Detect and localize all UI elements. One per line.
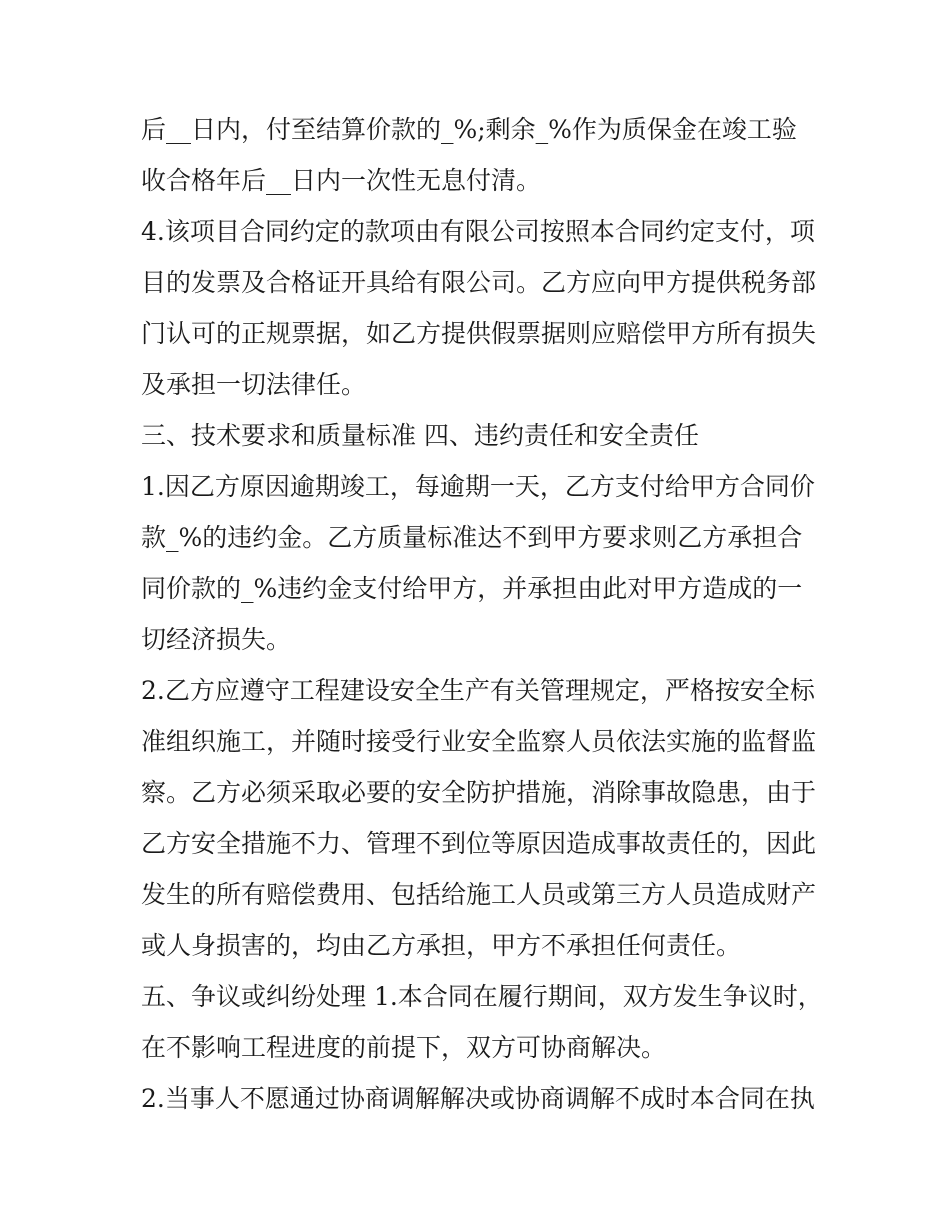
text-line: 发生的所有赔偿费用、包括给施工人员或第三方人员造成财产 — [141, 880, 817, 909]
text-line: 同价款的_%违约金支付给甲方，并承担由此对甲方造成的一 — [141, 574, 803, 603]
text-line: 目的发票及合格证开具给有限公司。乙方应向甲方提供税务部 — [141, 268, 817, 297]
section-heading: 三、技术要求和质量标准 四、违约责任和安全责任 — [141, 421, 699, 450]
text-line: 准组织施工，并随时接受行业安全监察人员依法实施的监督监 — [141, 727, 817, 756]
text-line: 2.乙方应遵守工程建设安全生产有关管理规定，严格按安全标 — [141, 676, 815, 705]
text-line: 后__日内，付至结算价款的_%;剩余_%作为质保金在竣工验 — [141, 115, 797, 144]
text-line: 1.因乙方原因逾期竣工，每逾期一天，乙方支付给甲方合同价 — [141, 472, 815, 501]
text-line: 4.该项目合同约定的款项由有限公司按照本合同约定支付，项 — [141, 217, 815, 246]
text-line: 或人身损害的，均由乙方承担，甲方不承担任何责任。 — [141, 931, 742, 960]
section-heading: 五、争议或纠纷处理 1.本合同在履行期间，双方发生争议时， — [141, 982, 823, 1011]
text-line: 门认可的正规票据，如乙方提供假票据则应赔偿甲方所有损失 — [141, 319, 817, 348]
contract-text — [141, 104, 821, 1124]
text-line: 在不影响工程进度的前提下，双方可协商解决。 — [141, 1033, 667, 1062]
text-line: 收合格年后__日内一次性无息付清。 — [141, 166, 542, 195]
text-line: 2.当事人不愿通过协商调解解决或协商调解不成时本合同在执 — [141, 1084, 815, 1113]
text-line: 乙方安全措施不力、管理不到位等原因造成事故责任的，因此 — [141, 829, 817, 858]
text-line: 察。乙方必须采取必要的安全防护措施，消除事故隐患，由于 — [141, 778, 817, 807]
text-line: 及承担一切法律任。 — [141, 370, 367, 399]
text-line: 款_%的违约金。乙方质量标准达不到甲方要求则乙方承担合 — [141, 523, 803, 552]
text-line: 切经济损失。 — [141, 625, 292, 654]
